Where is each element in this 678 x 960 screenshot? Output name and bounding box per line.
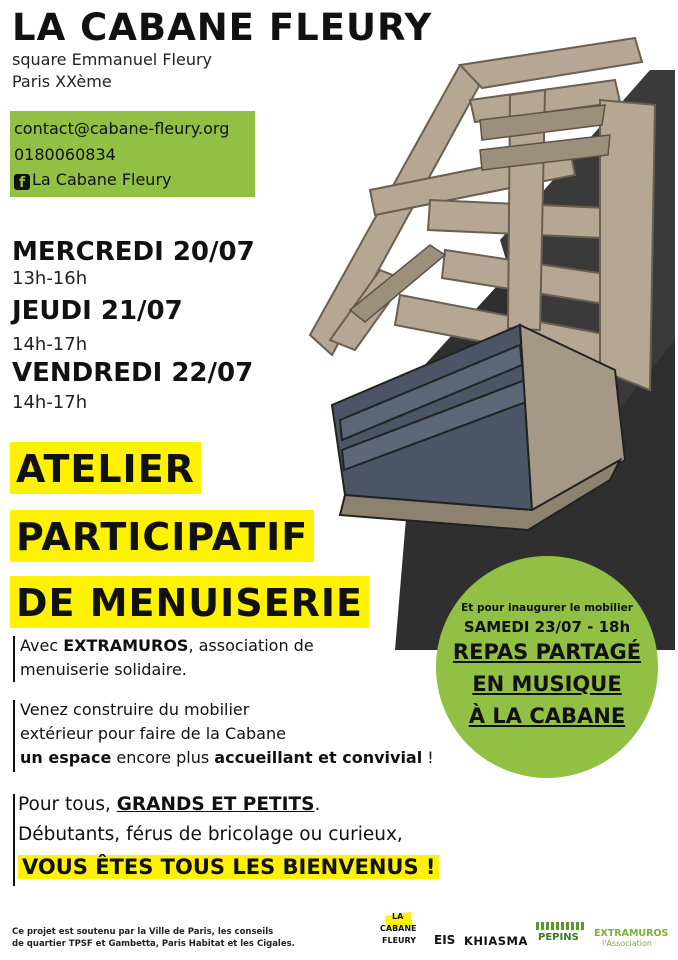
contact-phone[interactable]: 0180060834	[14, 145, 116, 164]
invite-text: Venez construire du mobilier extérieur pour faire de la Cabane un espace encore plus accueillant et convivial !	[20, 700, 434, 767]
contact-email[interactable]: contact@cabane-fleury.org	[14, 119, 230, 138]
event-line-3: À LA CABANE	[468, 704, 626, 728]
headline-line-2: PARTICIPATIF	[10, 510, 314, 562]
schedule-day-1: MERCREDI 20/07	[12, 237, 255, 267]
intro-text: Avec EXTRAMUROS, association de menuiserie solidaire.	[20, 636, 314, 679]
address-line: square Emmanuel Fleury	[12, 50, 213, 69]
facebook-label: La Cabane Fleury	[32, 170, 172, 189]
schedule-day-3: VENDREDI 22/07	[12, 358, 254, 388]
extramuros-logo: EXTRAMUROS l'Association	[594, 928, 669, 948]
schedule-hours-2: 14h-17h	[12, 334, 88, 355]
footer-credits: Ce projet est soutenu par la Ville de Paris, les conseils de quartier TPSF et Gambetta, Paris Habitat et les Cigales.	[12, 927, 295, 949]
pepins-logo: PEPINS	[534, 922, 588, 948]
audience-rule	[13, 794, 15, 886]
event-date: SAMEDI 23/07 - 18h	[463, 618, 631, 636]
event-intro: Et pour inaugurer le mobilier	[461, 602, 633, 614]
cabane-fleury-logo: LA CABANE FLEURY	[380, 912, 417, 945]
schedule-day-2: JEUDI 21/07	[12, 296, 183, 326]
schedule-hours-1: 13h-16h	[12, 268, 88, 289]
audience-text: Pour tous, GRANDS ET PETITS. Débutants, férus de bricolage ou curieux, VOUS ÊTES TOUS LES BIENVENUS !	[18, 790, 439, 884]
eis-logo: EIS	[434, 933, 456, 947]
intro-rule	[13, 636, 15, 682]
headline-line-3: DE MENUISERIE	[10, 576, 369, 628]
headline-line-1: ATELIER	[10, 442, 201, 494]
welcome-banner: VOUS ÊTES TOUS LES BIENVENUS !	[18, 855, 439, 879]
city-line: Paris XXème	[12, 72, 112, 91]
schedule-hours-3: 14h-17h	[12, 392, 88, 413]
event-line-1: REPAS PARTAGÉ	[452, 640, 642, 664]
facebook-icon: f	[14, 174, 30, 190]
venue-title: LA CABANE FLEURY	[12, 6, 433, 49]
khiasma-logo: KHIASMA	[464, 934, 528, 948]
invite-rule	[13, 700, 15, 772]
facebook-link[interactable]	[14, 170, 172, 190]
contact-box	[10, 111, 255, 197]
event-badge	[436, 556, 658, 778]
event-line-2: EN MUSIQUE	[472, 672, 622, 696]
pallet-sculpture-image	[270, 10, 675, 650]
